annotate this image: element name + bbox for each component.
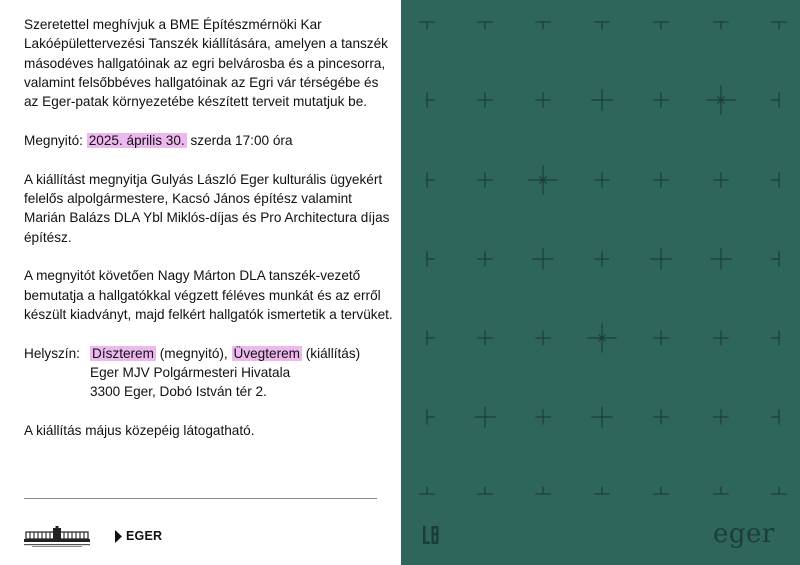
grid-mark: [536, 93, 550, 107]
invitation-body: [24, 15, 394, 460]
decorative-pattern-panel: [401, 0, 800, 565]
grid-mark: [427, 252, 434, 266]
grid-mark: [714, 410, 728, 424]
venue-room-2: Üvegterem: [233, 345, 300, 361]
opener-paragraph: A kiállítást megnyitja Gulyás László Eger kulturális ügyekért felelős alpolgármestere, Kacsó János építész valamint Marián Balázs DLA Ybl Miklós-díjas és Pro Architectura díjas építész.: [24, 171, 390, 245]
star-grid-pattern: [401, 0, 800, 565]
grid-mark: [592, 90, 612, 110]
grid-mark: [533, 249, 553, 269]
grid-mark: [772, 410, 779, 424]
grid-mark: [529, 166, 557, 194]
grid-mark: [478, 487, 492, 494]
grid-mark: [427, 93, 434, 107]
grid-mark: [536, 487, 550, 494]
bme-logo: [24, 526, 90, 548]
grid-mark: [475, 407, 495, 427]
grid-mark: [654, 93, 668, 107]
grid-mark: [478, 22, 492, 29]
grid-mark: [714, 173, 728, 187]
intro-paragraph: Szeretettel meghívjuk a BME Építészmérnöki Kar Lakóépülettervezési Tanszék kiállítására, amelyen a tanszék másodéves hallgatóinak az egri belvárosba és a pincesorra, valamint felsőbbéves hallgatóinak az Egri vár térségébe és az Eger-patak környezetébe készített terveit mutatjuk be.: [24, 17, 388, 110]
grid-mark: [536, 331, 550, 345]
grid-mark: [711, 249, 731, 269]
eger-wordmark: eger: [713, 519, 775, 549]
divider: [24, 498, 377, 499]
venue-room-2-note: (kiállítás): [305, 345, 361, 361]
grid-mark: [772, 252, 779, 266]
grid-mark: [427, 410, 434, 424]
grid-mark: [592, 407, 612, 427]
grid-mark: [478, 331, 492, 345]
lako-monogram-icon: [423, 526, 439, 544]
grid-mark: [714, 22, 728, 29]
grid-mark: [654, 487, 668, 494]
grid-mark: [588, 324, 616, 352]
grid-mark: [714, 487, 728, 494]
grid-mark: [772, 487, 786, 494]
grid-mark: [478, 93, 492, 107]
grid-mark: [427, 331, 434, 345]
grid-mark: [536, 410, 550, 424]
grid-mark: [595, 22, 609, 29]
grid-mark: [595, 173, 609, 187]
grid-mark: [654, 22, 668, 29]
grid-mark: [420, 22, 434, 29]
opening-line: [24, 131, 394, 150]
venue-block: [24, 344, 394, 402]
closing-line: A kiállítás május közepéig látogatható.: [24, 423, 255, 439]
opening-label: Megnyitó:: [24, 132, 83, 148]
grid-mark: [478, 173, 492, 187]
venue-room-1: Díszterem: [92, 345, 154, 361]
grid-mark: [478, 252, 492, 266]
opening-date: 2025. április 30.: [88, 132, 185, 148]
grid-mark: [654, 173, 668, 187]
grid-mark: [772, 93, 779, 107]
grid-mark: [772, 331, 779, 345]
grid-mark: [595, 487, 609, 494]
opening-time: szerda 17:00 óra: [190, 132, 293, 148]
grid-mark: [772, 173, 779, 187]
eger-logo-label: EGER: [126, 529, 163, 543]
grid-mark: [595, 252, 609, 266]
grid-mark: [654, 331, 668, 345]
presentation-paragraph: A megnyitót követően Nagy Márton DLA tanszék-vezető bemutatja a hallgatókkal végzett féléves munkát és az erről készült kiadványt, majd felkért hallgatók ismertetik a tervüket.: [24, 268, 393, 323]
grid-mark: [654, 410, 668, 424]
grid-mark: [427, 173, 434, 187]
grid-mark: [772, 22, 786, 29]
grid-mark: [420, 487, 434, 494]
grid-mark: [707, 86, 735, 114]
venue-room-1-note: (megnyitó),: [159, 345, 228, 361]
venue-address: 3300 Eger, Dobó István tér 2.: [90, 384, 267, 400]
venue-label: Helyszín:: [24, 345, 80, 361]
grid-mark: [536, 22, 550, 29]
eger-shield-icon: [114, 530, 123, 543]
grid-mark: [651, 249, 671, 269]
grid-mark: [714, 331, 728, 345]
venue-building: Eger MJV Polgármesteri Hivatala: [90, 365, 291, 381]
eger-logo: [114, 528, 162, 544]
